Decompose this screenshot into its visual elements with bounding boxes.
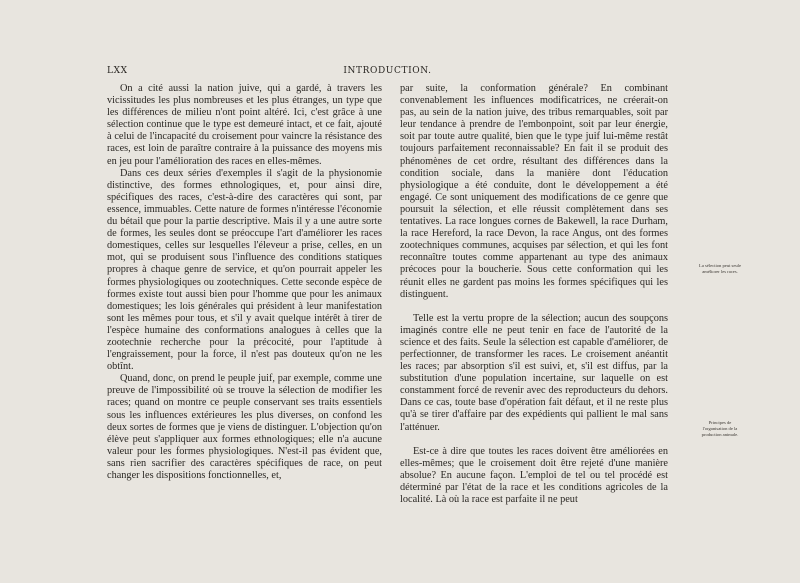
paragraph: par suite, la conformation générale? En combinant convenablement les influences modificatrices, ne créerait-on pas, au sein de la nation juive, des tribus remarquables, soit par leur tendance à prendre de l'embonpoint, soit par leur énergie, soit par toute autre qualité, bien que le type juif lui-même restât toujours parfaitement reconnaissable? En fait il se produit des phénomènes de cet ordre, résultant des différences dans la condition sociale, dans la manière dont l'éducation physiologique a été conduite, dont le développement a été engagé. Ce sont uniquement des modifications de ce genre que poursuit la sélection, et elle réussit complètement dans ses tentatives. La race longues cornes de Bakewell, la race Durham, la race Hereford, la race Devon, la race Angus, ont des formes zootechniques communes, acquises par sélection, et qui les font reconnaître toutes comme appartenant au type des animaux précoces pour la boucherie. Sous cette conformation qui les réunit elles ne gardent pas moins les formes spécifiques qui les distinguent. <box>400 83 668 300</box>
paragraph: Quand, donc, on prend le peuple juif, par exemple, comme une preuve de l'impossibilité où se trouve la sélection de modifier les races; quand on montre ce peuple conservant ses traits essentiels sous les influences extérieures les plus diverses, on confond les deux sortes de formes que je viens de distinguer. L'objection qu'on élève peut s'appliquer aux formes ethnologiques; elle n'a aucune valeur pour les formes physiologiques. N'est-il pas évident que, sans rien sacrifier des caractères spécifiques de race, on peut changer les dispositions fonctionnelles, et, <box>107 373 382 481</box>
margin-note-selection: La sélection peut seule améliorer les races. <box>699 263 741 274</box>
left-column <box>107 83 382 482</box>
right-column <box>400 83 668 506</box>
running-title: INTRODUCTION. <box>343 66 432 76</box>
paragraph: Dans ces deux séries d'exemples il s'agit de la physionomie distinctive, des formes ethnologiques, et, pour ainsi dire, spécifiques des races, c'est-à-dire des caractères qui sont, par essence, immuables. Cette nature de formes n'intéresse l'économie du bétail que pour la partie descriptive. Mais il y a une autre sorte de formes, les seules dont se préoccupe l'art d'améliorer les races domestiques, celles sur lesquelles l'éleveur a prise, celles, en un mot, qui se produisent sous l'influence des conditions statiques propres à chaque genre de service, et qu'on pourrait appeler les formes physiologiques ou zootechniques. Cette seconde espèce de formes existe tout aussi bien pour l'homme que pour les animaux domestiques; les lois générales qui président à leur manifestation sont les mêmes pour tous, et s'il y avait quelque intérêt à tirer de l'espèce humaine des conformations analogues à celles que la zootechnie recherche pour la précocité, pour l'aptitude à l'engraissement, pour la force, il n'est pas douteux qu'on ne les obtînt. <box>107 167 382 373</box>
paragraph: Telle est la vertu propre de la sélection; aucun des soupçons imaginés contre elle ne peut tenir en face de l'autorité de la science et des faits. Seule la sélection est capable d'améliorer, de perfectionner, de transformer les races. Le croisement anéantit les races; par absorption s'il est suivi, et, s'il est diffus, par la substitution d'une population incertaine, sur laquelle on est constamment forcé de revenir avec des reproducteurs du dehors. Dans ce cas, toute base d'opération fait défaut, et il ne reste plus qu'à se tirer d'affaire par des expédients qui pallient le mal sans l'atténuer. <box>400 312 668 433</box>
page-header <box>107 66 668 80</box>
paragraph: On a cité aussi la nation juive, qui a gardé, à travers les vicissitudes les plus nombreuses et les plus étranges, un type que les différences de milieu n'ont point altéré. Ici, c'est grâce à une sélection continue que le type est demeuré intact, et ce fait, ajouté à celui de l'incapacité du croisement pour vaincre la résistance des races, est loin de paraître contraire à la puissance des moyens mis en jeu pour l'amélioration des races en elles-mêmes. <box>107 83 382 167</box>
paragraph: Est-ce à dire que toutes les races doivent être améliorées en elles-mêmes; que le croisement doit être rejeté d'une manière absolue? En aucune façon. L'emploi de tel ou tel procédé est déterminé par l'état de la race et les conditions agricoles de la localité. Là où la race est parfaite il ne peut <box>400 445 668 505</box>
page-number: LXX <box>107 66 128 76</box>
margin-note-principles: Principes de l'organisation de la production animale. <box>701 420 739 437</box>
